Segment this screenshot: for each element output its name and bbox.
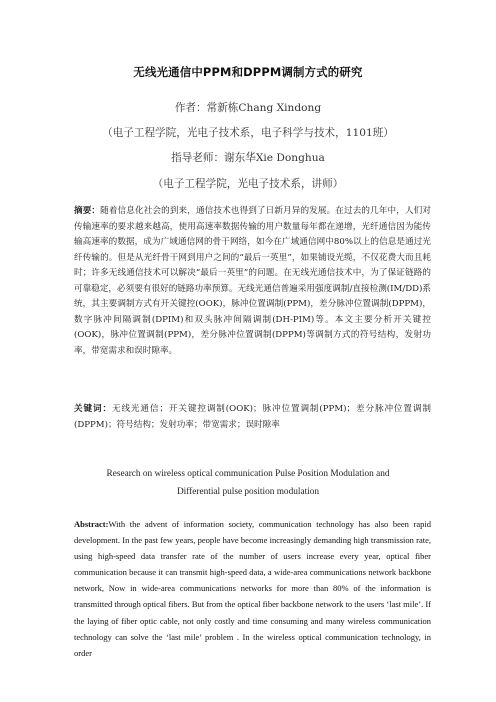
abstract-zh-text: 随着信息化社会的到来，通信技术也得到了日新月异的发展。在过去的几年中，人们对传输速率的要求越来越高，使用高速率数据传输的用户数量每年都在递增，光纤通信因为能传输高速率的数据，成为广域通信网的骨干网络，如今在广域通信网中80%以上的信息是通过光纤传输的。但是从光纤骨干网到用户之间的“最后一英里”，如果铺设光缆，不仅花费大而且耗时；许多无线通信技术可以解决“最后一英里”的问题。在无线光通信技术中，为了保证链路的可靠稳定，必须要有很好的链路功率预算。无线光通信普遍采用强度调制/直接检测(IM/DD)系统，其主要调制方式有开关键控(OOK)，脉冲位置调制(PPM)，差分脉冲位置调制(DPPM)，数字脉冲间隔调制(DPIM)和双头脉冲间隔调制(DH-PIM)等。本文主要分析开关键控(OOK)，脉冲位置调制(PPM)，差分脉冲位置调制(DPPM)等调制方式的符号结构，发射功率，带宽需求和误时隙率。 <box>74 206 431 356</box>
author-line: 作者：常新栋Chang Xindong <box>174 102 322 114</box>
keywords-zh-label: 关键词： <box>74 404 112 414</box>
english-title <box>0 465 496 501</box>
paper-title: 无线光通信中PPM和DPPM调制方式的研究 <box>133 65 363 79</box>
keywords-zh-text: 无线光通信；开关键控调制(OOK)；脉冲位置调制(PPM)；差分脉冲位置调制(DPPM)；符号结构；发射功率；带宽需求；误时隙率 <box>74 404 431 430</box>
abstract-en-label: Abstract: <box>74 519 109 529</box>
advisor-line: 指导老师：谢东华Xie Donghua <box>171 152 325 164</box>
author-affiliation: （电子工程学院，光电子技术系，电子科学与技术，1101班） <box>102 127 394 139</box>
abstract-zh <box>74 204 431 359</box>
abstract-en-text: With the advent of information society, communication technology has also been rapid development. In the past few years, people have become increasingly demanding high transmission rate, using high-speed data transfer rate of the number of users increase every year, optical fiber communication because it can transmit high-speed data, a wide-area communications network backbone network, Now in wide-area communications networks for more than 80% of the information is transmitted through optical fibers. But from the optical fiber backbone network to the users ‘last mile’. If the laying of fiber optic cable, not only costly and time consuming and many wireless communication technology can solve the ‘last mile’ problem . In the wireless optical communication technology, in order <box>74 519 431 658</box>
advisor-affiliation: （电子工程学院，光电子技术系，讲师） <box>152 178 344 190</box>
keywords-zh <box>74 402 431 434</box>
english-title-line-2: Differential pulse position modulation <box>176 487 320 497</box>
abstract-zh-label: 摘要： <box>74 206 101 216</box>
abstract-en <box>74 516 431 661</box>
english-title-line-1: Research on wireless optical communication Pulse Position Modulation and <box>106 469 390 479</box>
